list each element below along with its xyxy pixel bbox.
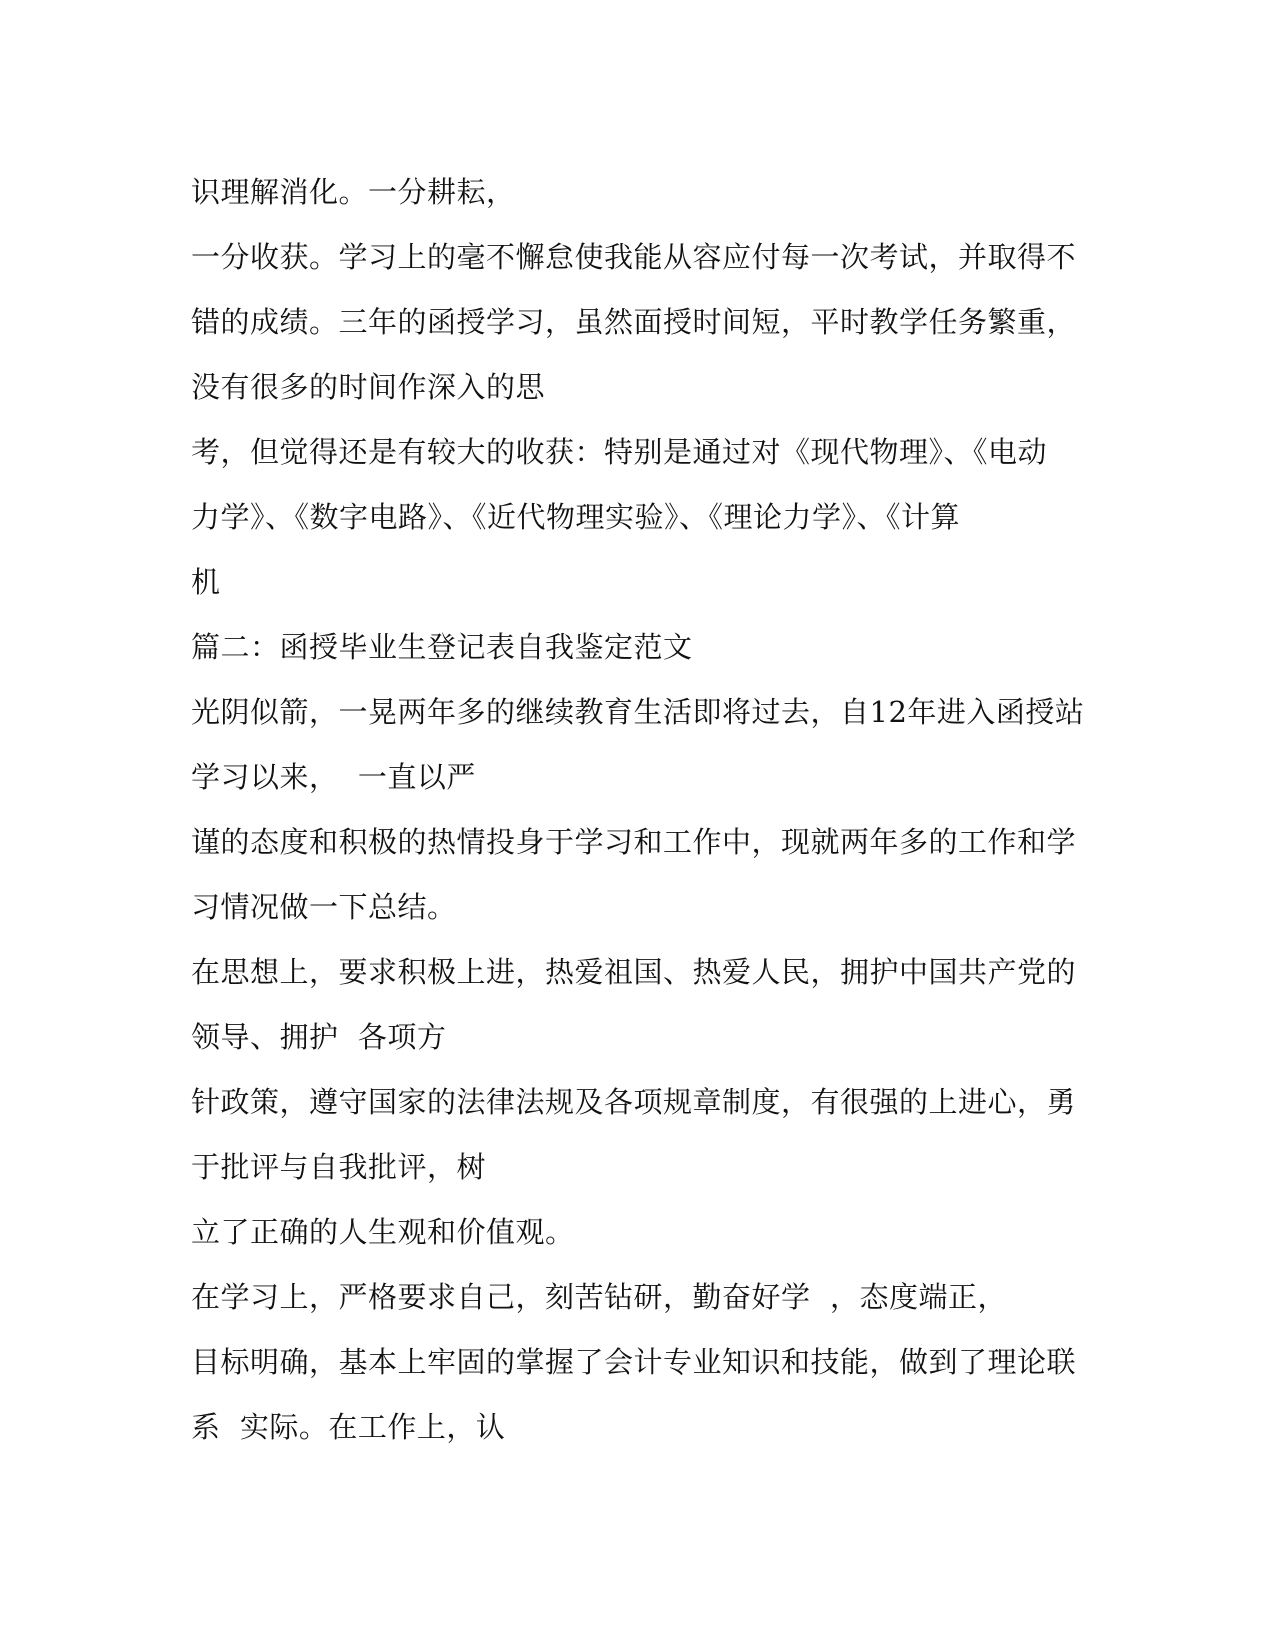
text-line: 一分收获。学习上的毫不懈怠使我能从容应付每一次考试，并取得不 (191, 240, 1077, 274)
text-line: 谨的态度和积极的热情投身于学习和工作中，现就两年多的工作和学 (191, 825, 1077, 859)
body-text (191, 160, 1085, 1460)
text-line: 力学》、《数字电路》、《近代物理实验》、《理论力学》、《计算 (191, 500, 961, 534)
text-line: 光阴似箭，一晃两年多的继续教育生活即将过去，自12年进入函授站 (191, 695, 1085, 729)
text-line: 系 实际。在工作上，认 (191, 1410, 506, 1444)
text-line: 习情况做一下总结。 (191, 890, 457, 924)
text-line: 领导、拥护 各项方 (191, 1020, 447, 1054)
text-line: 没有很多的时间作深入的思 (191, 370, 546, 404)
text-line: 错的成绩。三年的函授学习，虽然面授时间短，平时教学任务繁重， (191, 305, 1077, 339)
text-line: 考，但觉得还是有较大的收获：特别是通过对《现代物理》、《电动 (191, 435, 1048, 469)
text-line: 识理解消化。一分耕耘， (191, 175, 516, 209)
text-line: 在思想上，要求积极上进，热爱祖国、热爱人民，拥护中国共产党的 (191, 955, 1077, 989)
text-line: 在学习上，严格要求自己，刻苦钻研，勤奋好学 ，态度端正， (191, 1280, 1007, 1314)
text-line: 学习以来， 一直以严 (191, 760, 476, 794)
text-line: 目标明确，基本上牢固的掌握了会计专业知识和技能，做到了理论联 (191, 1345, 1077, 1379)
section-heading: 篇二：函授毕业生登记表自我鉴定范文 (191, 630, 693, 664)
text-line: 于批评与自我批评，树 (191, 1150, 487, 1184)
text-line: 立了正确的人生观和价值观。 (191, 1215, 575, 1249)
text-line: 机 (191, 565, 221, 599)
text-line: 针政策，遵守国家的法律法规及各项规章制度，有很强的上进心，勇 (191, 1085, 1077, 1119)
